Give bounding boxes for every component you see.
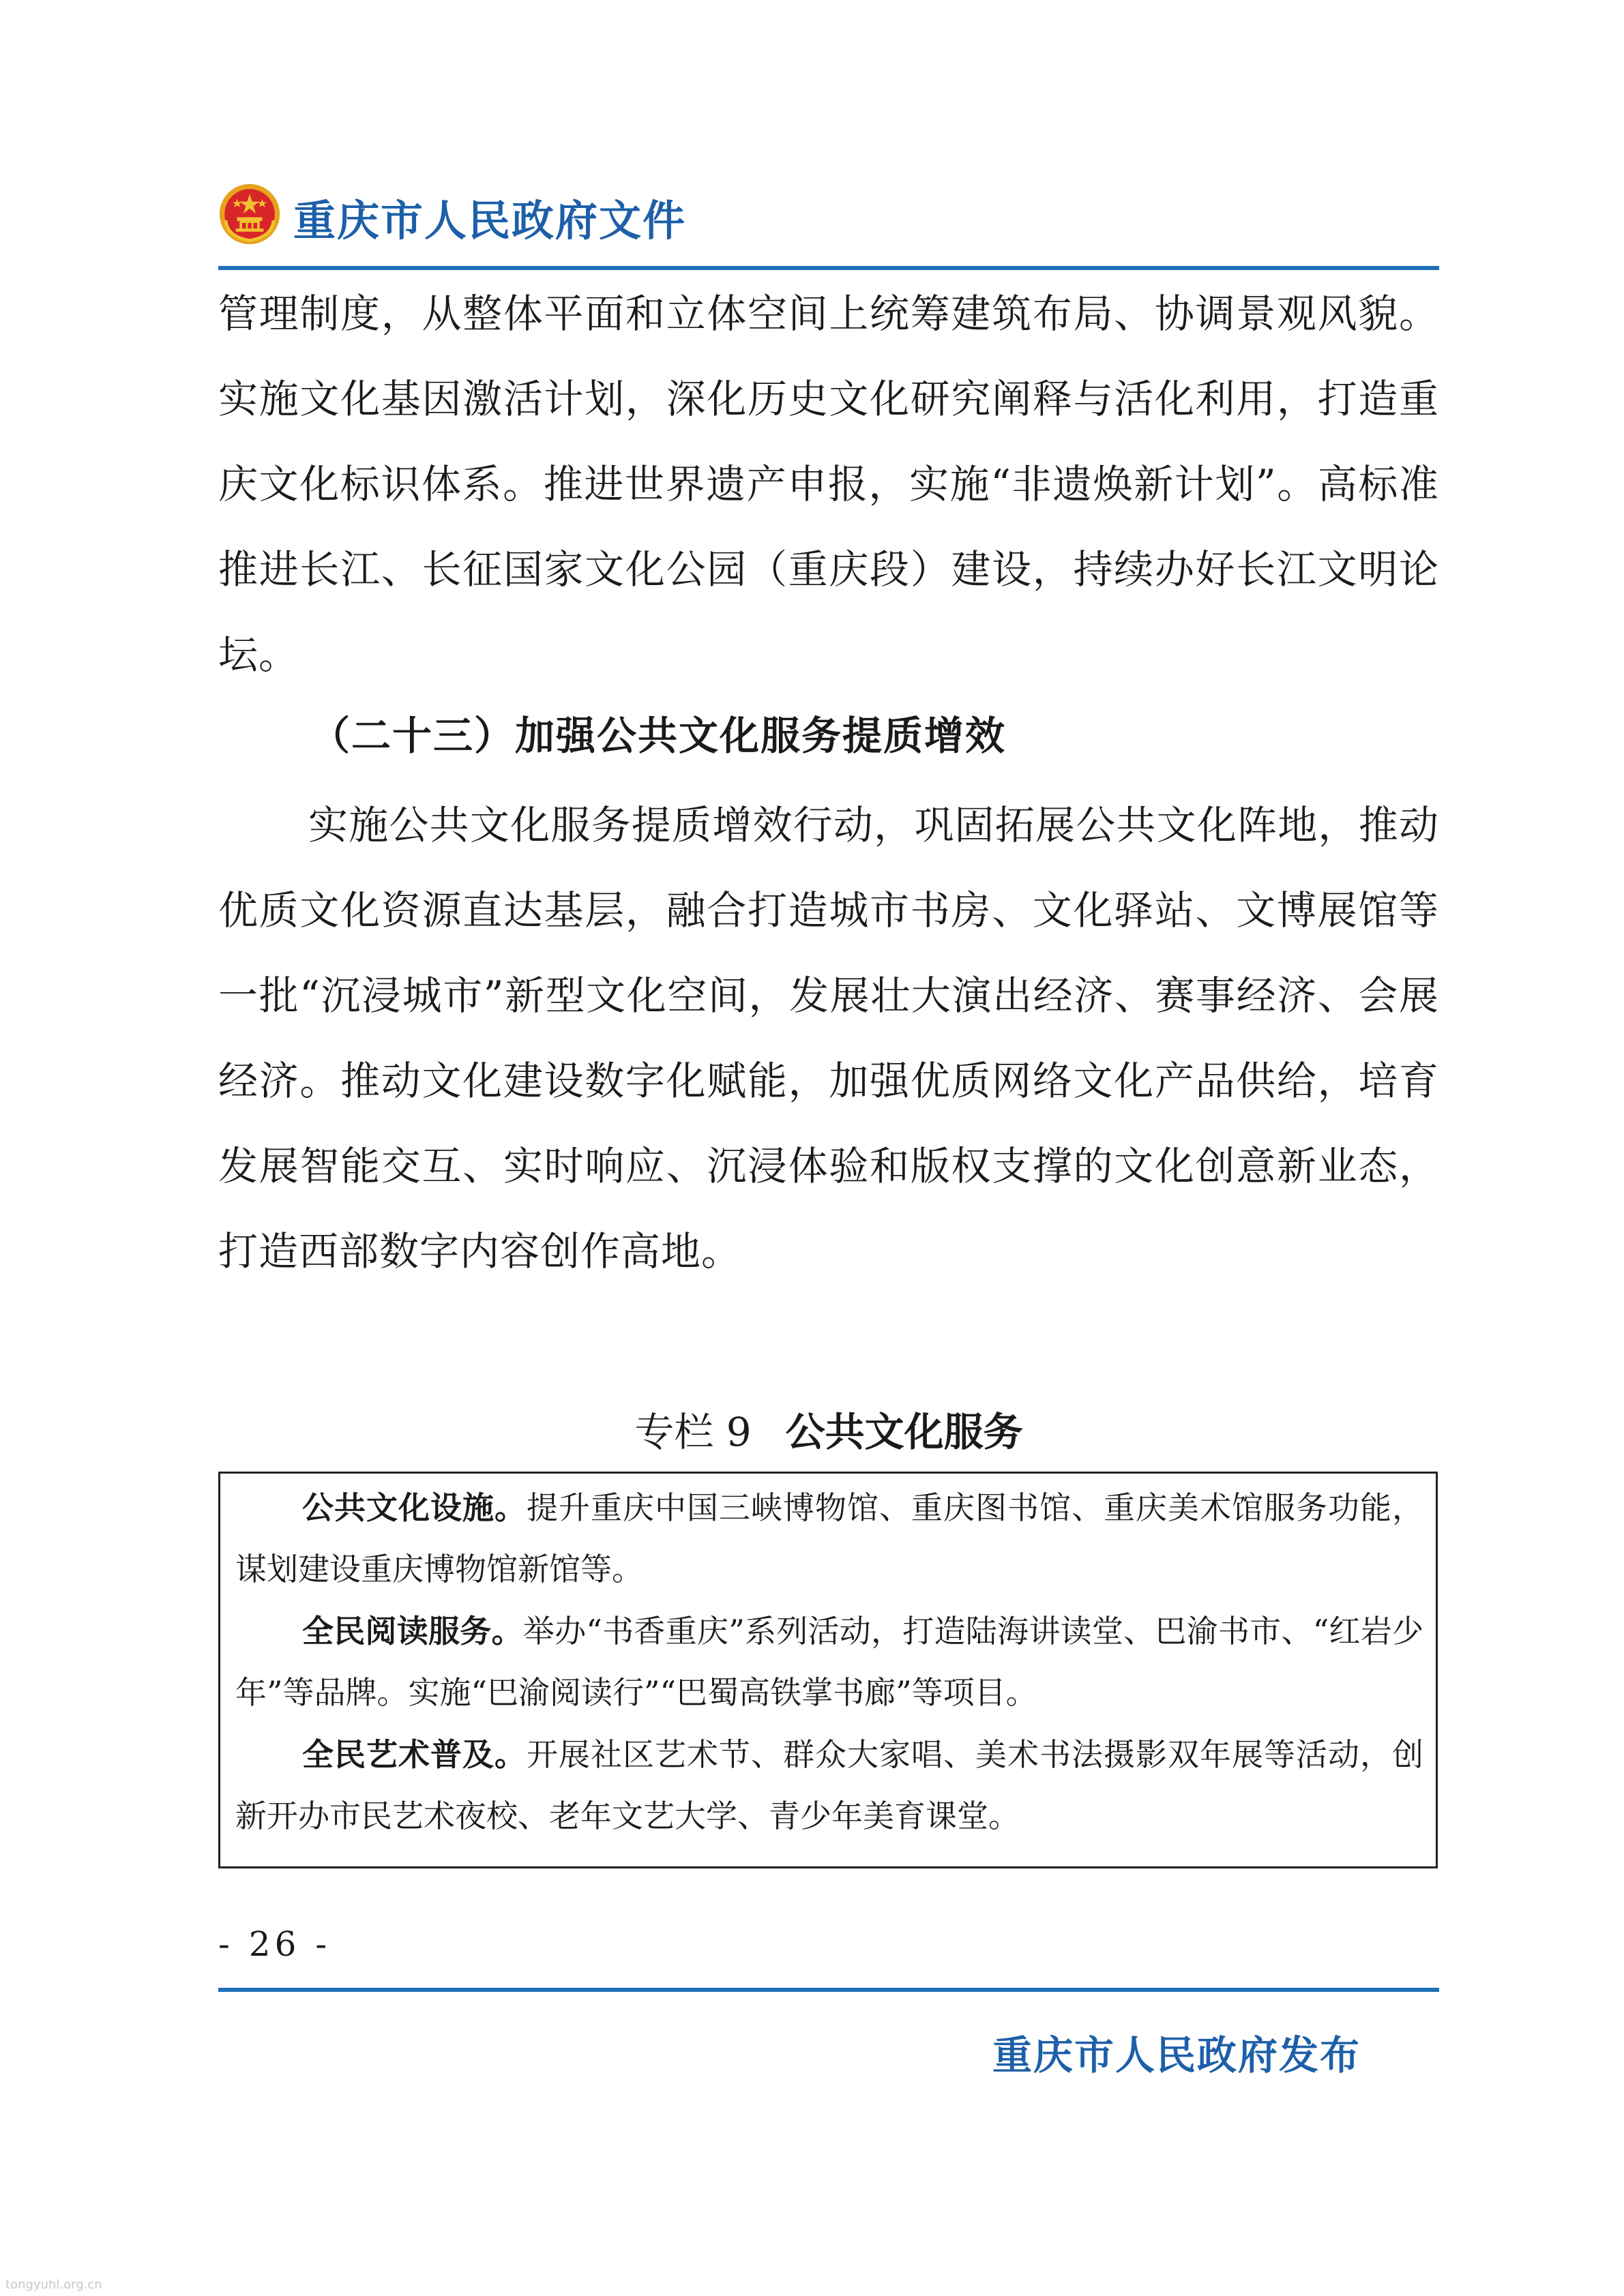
column-name: 公共文化服务 (785, 1409, 1023, 1455)
column-item-text: 开展社区艺术节、群众大家唱、美术书法摄影双年展等活动，创新开办市民艺术夜校、老年文艺大学、青少年美育课堂。 (235, 1736, 1423, 1834)
header-title: 重庆市人民政府文件 (293, 196, 687, 245)
column-item-lead: 公共文化设施。 (302, 1489, 527, 1526)
body-paragraph: 管理制度，从整体平面和立体空间上统筹建筑布局、协调景观风貌。实施文化基因激活计划，深化历史文化研究阐释与活化利用，打造重庆文化标识体系。推进世界遗产申报，实施“非遗焕新计划”。高标准推进长江、长征国家文化公园（重庆段）建设，持续办好长江文明论坛。 (218, 290, 1439, 678)
column-item (235, 1600, 1423, 1723)
watermark-text: tongyuhl.org.cn (5, 2278, 102, 2292)
column-item (235, 1724, 1423, 1847)
section-heading: （二十三）加强公共文化服务提质增效 (310, 713, 1007, 759)
column-item-lead: 全民艺术普及。 (302, 1736, 527, 1773)
column-box (218, 1472, 1438, 1868)
column-item-text: 提升重庆中国三峡博物馆、重庆图书馆、重庆美术馆服务功能，谋划建设重庆博物馆新馆等。 (235, 1489, 1423, 1587)
body-paragraph: 实施公共文化服务提质增效行动，巩固拓展公共文化阵地，推动优质文化资源直达基层，融合打造城市书房、文化驿站、文博展馆等一批“沉浸城市”新型文化空间，发展壮大演出经济、赛事经济、会展经济。推动文化建设数字化赋能，加强优质网络文化产品供给，培育发展智能交互、实时响应、沉浸体验和版权支撑的文化创意新业态，打造西部数字内容创作高地。 (218, 802, 1439, 1274)
footer-divider (218, 1988, 1439, 1992)
column-item-lead: 全民阅读服务。 (302, 1613, 523, 1650)
column-item-text: 举办“书香重庆”系列活动，打造陆海讲读堂、巴渝书市、“红岩少年”等品牌。实施“巴渝阅读行”“巴蜀高铁掌书廊”等项目。 (235, 1613, 1423, 1711)
column-number: 专栏 9 (634, 1409, 752, 1455)
footer-publisher: 重庆市人民政府发布 (992, 2032, 1361, 2078)
national-emblem-icon (218, 183, 281, 245)
column-item (235, 1477, 1423, 1600)
document-header (218, 179, 1439, 260)
header-divider (218, 266, 1439, 270)
page-number: - 26 - (218, 1924, 331, 1964)
column-title (218, 1400, 1439, 1457)
